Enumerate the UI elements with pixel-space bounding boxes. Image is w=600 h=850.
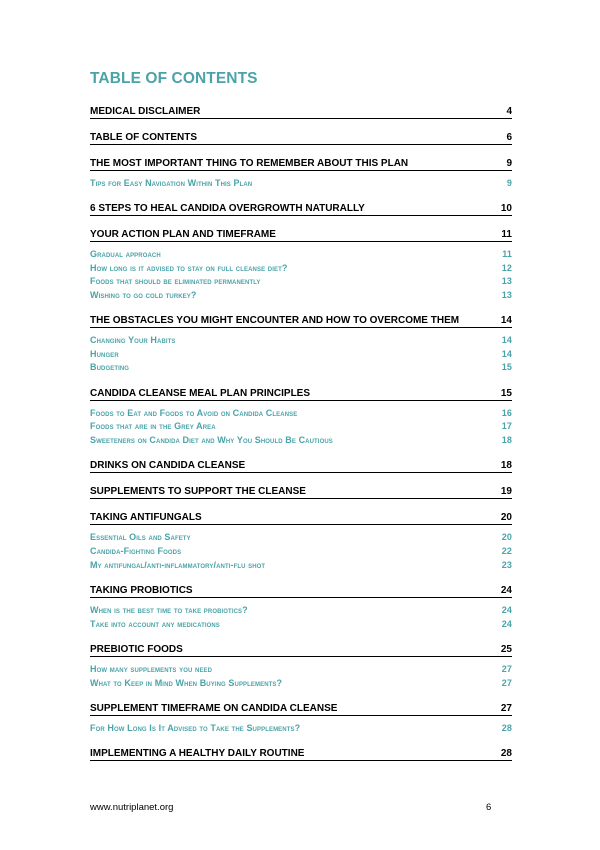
toc-entry-label: Tips for Easy Navigation Within This Plan [90,178,253,188]
toc-entry-page: 14 [500,315,512,326]
toc-subentry-how-many-supplements[interactable] [90,664,512,674]
toc-entry-label: Foods that should be eliminated permanently [90,276,261,286]
toc-entry-label: Gradual approach [90,249,161,259]
toc-entry-label: Wishing to go cold turkey? [90,290,197,300]
toc-entry-page: 16 [501,408,512,418]
toc-subentry-cold-turkey[interactable] [90,290,512,300]
toc-entry-obstacles[interactable] [90,315,512,328]
toc-entry-probiotics[interactable] [90,585,512,598]
toc-entry-label: Candida-Fighting Foods [90,546,182,556]
toc-entry-label: TAKING ANTIFUNGALS [90,512,202,523]
toc-entry-most-important-thing[interactable] [90,158,512,171]
toc-entry-label: Take into account any medications [90,619,220,629]
toc-entry-meal-plan-principles[interactable] [90,388,512,401]
toc-entry-page: 18 [501,435,512,445]
toc-subentry-how-long-supplements[interactable] [90,723,512,733]
toc-entry-label: How long is it advised to stay on full cleanse diet? [90,263,288,273]
toc-entry-page: 9 [506,178,512,188]
toc-entry-label: SUPPLEMENTS TO SUPPORT THE CLEANSE [90,486,306,497]
toc-entry-label: Changing Your Habits [90,335,176,345]
toc-entry-page: 22 [501,546,512,556]
toc-entry-label: SUPPLEMENT TIMEFRAME ON CANDIDA CLEANSE [90,703,338,714]
toc-subentry-hunger[interactable] [90,349,512,359]
toc-entry-medical-disclaimer[interactable] [90,106,512,119]
toc-entry-page: 19 [500,486,512,497]
toc-entry-label: MEDICAL DISCLAIMER [90,106,201,117]
toc-entry-label: DRINKS ON CANDIDA CLEANSE [90,460,246,471]
toc-entry-page: 17 [501,421,512,431]
toc-entry-label: Budgeting [90,362,130,372]
toc-entry-label: TAKING PROBIOTICS [90,585,193,596]
toc-entry-page: 6 [506,132,512,143]
toc-subentry-budgeting[interactable] [90,362,512,372]
toc-entry-page: 27 [501,678,512,688]
toc-entry-page: 28 [500,748,512,759]
toc-entry-label: IMPLEMENTING A HEALTHY DAILY ROUTINE [90,748,305,759]
toc-entry-action-plan[interactable] [90,229,512,242]
toc-entry-label: For How Long Is It Advised to Take the Supplements? [90,723,301,733]
page-title: TABLE OF CONTENTS [90,70,258,87]
toc-entry-page: 23 [501,560,512,570]
toc-subentry-essential-oils[interactable] [90,532,512,542]
toc-subentry-medications[interactable] [90,619,512,629]
toc-subentry-how-long-cleanse[interactable] [90,263,512,273]
toc-entry-label: Hunger [90,349,119,359]
toc-entry-page: 20 [501,532,512,542]
toc-subentry-tips-navigation[interactable] [90,178,512,188]
toc-entry-page: 10 [500,203,512,214]
toc-subentry-candida-fighting-foods[interactable] [90,546,512,556]
toc-entry-label: What to Keep in Mind When Buying Supplements? [90,678,283,688]
toc-entry-page: 14 [501,335,512,345]
toc-subentry-best-time-probiotics[interactable] [90,605,512,615]
toc-subentry-grey-area[interactable] [90,421,512,431]
toc-entry-page: 13 [501,290,512,300]
toc-subentry-buying-supplements[interactable] [90,678,512,688]
toc-entry-page: 24 [501,605,512,615]
toc-entry-page: 24 [500,585,512,596]
toc-entry-supplements-support[interactable] [90,486,512,499]
toc-entry-label: THE OBSTACLES YOU MIGHT ENCOUNTER AND HOW TO OVERCOME THEM [90,315,460,326]
toc-entry-page: 12 [501,263,512,273]
toc-entry-daily-routine[interactable] [90,748,512,761]
toc-entry-label: My antifungal/anti-inflammatory/anti-flu shot [90,560,266,570]
toc-entry-page: 15 [501,362,512,372]
toc-subentry-sweeteners[interactable] [90,435,512,445]
toc-entry-prebiotic-foods[interactable] [90,644,512,657]
toc-subentry-changing-habits[interactable] [90,335,512,345]
toc-entry-label: PREBIOTIC FOODS [90,644,183,655]
toc-entry-drinks[interactable] [90,460,512,473]
toc-entry-page: 20 [500,512,512,523]
toc-entry-page: 15 [500,388,512,399]
footer-website: www.nutriplanet.org [90,802,174,813]
toc-subentry-gradual-approach[interactable] [90,249,512,259]
toc-entry-page: 25 [500,644,512,655]
toc-entry-label: Sweeteners on Candida Diet and Why You Should Be Cautious [90,435,333,445]
toc-entry-page: 11 [501,229,512,240]
toc-entry-label: YOUR ACTION PLAN AND TIMEFRAME [90,229,276,240]
toc-entry-supplement-timeframe[interactable] [90,703,512,716]
toc-entry-page: 18 [500,460,512,471]
toc-entry-6-steps[interactable] [90,203,512,216]
toc-entry-page: 13 [501,276,512,286]
toc-entry-label: THE MOST IMPORTANT THING TO REMEMBER ABOUT THIS PLAN [90,158,409,169]
footer-page-number: 6 [486,802,492,813]
toc-entry-label: Foods that are in the Grey Area [90,421,216,431]
toc-entry-page: 14 [501,349,512,359]
toc-entry-page: 27 [500,703,512,714]
toc-entry-label: When is the best time to take probiotics? [90,605,248,615]
toc-entry-label: CANDIDA CLEANSE MEAL PLAN PRINCIPLES [90,388,311,399]
toc-entry-label: 6 STEPS TO HEAL CANDIDA OVERGROWTH NATURALLY [90,203,365,214]
toc-subentry-foods-eliminated[interactable] [90,276,512,286]
toc-entry-page: 9 [506,158,512,169]
toc-entry-page: 24 [501,619,512,629]
toc-subentry-foods-eat-avoid[interactable] [90,408,512,418]
toc-subentry-anti-flu-shot[interactable] [90,560,512,570]
toc-entry-label: TABLE OF CONTENTS [90,132,198,143]
toc-entry-table-of-contents[interactable] [90,132,512,145]
toc-entry-page: 28 [501,723,512,733]
toc-entry-label: How many supplements you need [90,664,213,674]
toc-entry-page: 27 [501,664,512,674]
toc-entry-label: Foods to Eat and Foods to Avoid on Candida Cleanse [90,408,298,418]
toc-entry-antifungals[interactable] [90,512,512,525]
toc-entry-label: Essential Oils and Safety [90,532,191,542]
toc-entry-page: 11 [502,249,512,259]
toc-entry-page: 4 [506,106,512,117]
